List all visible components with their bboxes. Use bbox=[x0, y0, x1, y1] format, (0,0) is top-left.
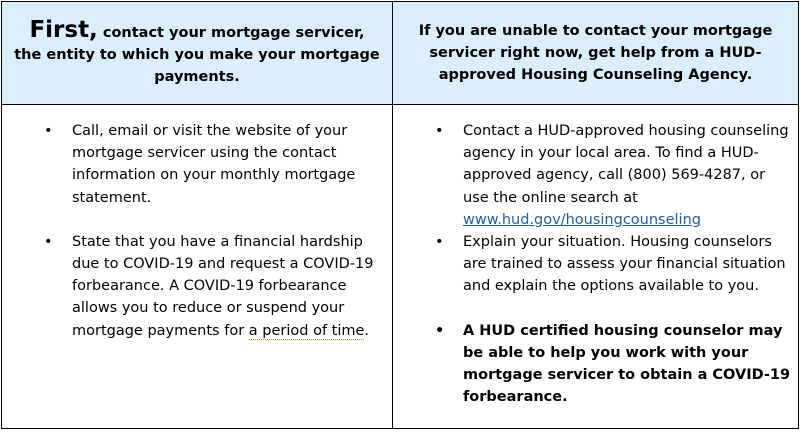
list-item bbox=[435, 320, 793, 409]
column-divider bbox=[392, 2, 393, 428]
bullet-icon: • bbox=[435, 322, 445, 339]
hud-link[interactable]: www.hud.gov/housingcounseling bbox=[463, 211, 701, 228]
item-text: Call, email or visit the website of your mortgage servicer using the contact information on your monthly mortgage statement. bbox=[72, 123, 356, 206]
list-item bbox=[435, 120, 793, 231]
header-right-text: If you are unable to contact your mortgage servicer right now, get help from a HUD-approved Housing Counseling Agency. bbox=[418, 23, 773, 83]
list-item bbox=[435, 231, 793, 298]
header-cell-left bbox=[2, 2, 392, 104]
header-left-text bbox=[14, 16, 380, 88]
header-left-rest: contact your mortgage servicer, the entity to which you make your mortgage payments. bbox=[14, 24, 380, 85]
info-table bbox=[1, 1, 799, 429]
flagged-phrase: a period of time bbox=[248, 322, 365, 339]
header-cell-right bbox=[393, 2, 798, 104]
bullet-icon: • bbox=[44, 123, 53, 139]
list-item bbox=[44, 231, 384, 342]
left-column bbox=[44, 120, 384, 364]
list-item bbox=[44, 120, 384, 209]
bullet-icon: • bbox=[44, 233, 53, 250]
item-text: Explain your situation. Housing counselors are trained to assess your financial situation and explain the options available to you. bbox=[463, 234, 786, 295]
right-column bbox=[435, 120, 793, 430]
item-text: A HUD certified housing counselor may be able to help you work with your mortgage servicer to obtain a COVID-19 forbearance. bbox=[463, 322, 791, 406]
bullet-icon: • bbox=[435, 123, 444, 139]
item-text-end: . bbox=[364, 322, 370, 339]
item-text: State that you have a financial hardship due to COVID-19 and request a COVID-19 forbearance. A COVID-19 forbearance allows you to reduce or suspend your mortgage payments for bbox=[72, 233, 374, 339]
item-text: Contact a HUD-approved housing counseling agency in your local area. To find a HUD-approved agency, call (800) 569-4287, or use the online search at bbox=[463, 123, 789, 206]
header-first-word: First, bbox=[29, 16, 98, 43]
header-divider bbox=[2, 104, 798, 105]
bullet-icon: • bbox=[435, 234, 444, 251]
